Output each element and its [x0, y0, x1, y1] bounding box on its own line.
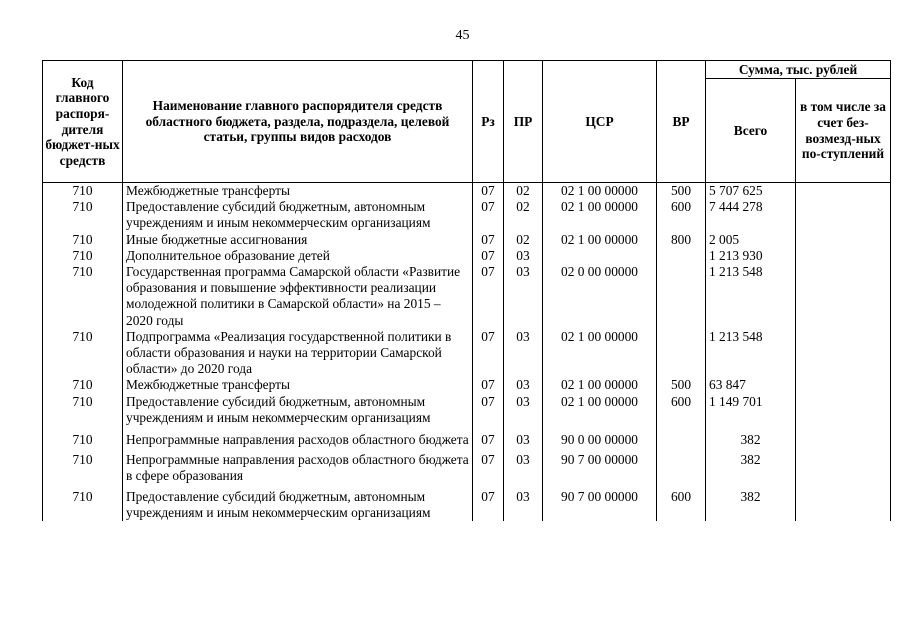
cell-total: 1 213 548: [706, 329, 796, 378]
cell-vr: 600: [657, 199, 706, 231]
cell-code: 710: [43, 329, 123, 378]
header-total: Всего: [706, 79, 796, 183]
cell-csr: 90 0 00 00000: [543, 426, 657, 448]
cell-total: 2 005: [706, 232, 796, 248]
cell-code: 710: [43, 394, 123, 426]
cell-pr: 03: [504, 426, 543, 448]
cell-free: [796, 448, 891, 484]
cell-vr: 500: [657, 377, 706, 393]
cell-name: Непрограммные направления расходов областного бюджета: [123, 426, 473, 448]
table-row: [43, 232, 891, 248]
table-row: [43, 426, 891, 448]
cell-pr: 02: [504, 183, 543, 200]
cell-total: 7 444 278: [706, 199, 796, 231]
header-pr: ПР: [504, 61, 543, 183]
cell-csr: 02 1 00 00000: [543, 183, 657, 200]
cell-name: Предоставление субсидий бюджетным, автономным учреждениям и иным некоммерческим организациям: [123, 394, 473, 426]
header-free: в том числе за счет без-возмезд-ных по-ступлений: [796, 79, 891, 183]
cell-code: 710: [43, 183, 123, 200]
cell-free: [796, 199, 891, 231]
cell-vr: 600: [657, 485, 706, 521]
cell-vr: [657, 248, 706, 264]
cell-pr: 03: [504, 377, 543, 393]
cell-code: 710: [43, 199, 123, 231]
header-vr: ВР: [657, 61, 706, 183]
cell-free: [796, 264, 891, 329]
cell-total: 1 213 930: [706, 248, 796, 264]
cell-csr: 02 1 00 00000: [543, 394, 657, 426]
cell-name: Иные бюджетные ассигнования: [123, 232, 473, 248]
cell-free: [796, 183, 891, 200]
cell-name: Межбюджетные трансферты: [123, 377, 473, 393]
cell-total: 382: [706, 426, 796, 448]
cell-rz: 07: [473, 199, 504, 231]
cell-rz: 07: [473, 377, 504, 393]
cell-free: [796, 329, 891, 378]
cell-csr: 90 7 00 00000: [543, 448, 657, 484]
cell-total: 382: [706, 485, 796, 521]
table-row: [43, 199, 891, 231]
cell-csr: [543, 248, 657, 264]
cell-name: Дополнительное образование детей: [123, 248, 473, 264]
cell-csr: 90 7 00 00000: [543, 485, 657, 521]
cell-pr: 02: [504, 232, 543, 248]
cell-vr: 500: [657, 183, 706, 200]
cell-total: 63 847: [706, 377, 796, 393]
cell-free: [796, 394, 891, 426]
table-row: [43, 377, 891, 393]
cell-free: [796, 232, 891, 248]
header-csr: ЦСР: [543, 61, 657, 183]
cell-csr: 02 1 00 00000: [543, 377, 657, 393]
cell-csr: 02 1 00 00000: [543, 199, 657, 231]
cell-code: 710: [43, 264, 123, 329]
cell-name: Предоставление субсидий бюджетным, автономным учреждениям и иным некоммерческим организациям: [123, 485, 473, 521]
header-name: Наименование главного распорядителя средств областного бюджета, раздела, подраздела, целевой статьи, группы видов расходов: [123, 61, 473, 183]
cell-free: [796, 426, 891, 448]
cell-pr: 03: [504, 448, 543, 484]
cell-vr: [657, 329, 706, 378]
cell-rz: 07: [473, 426, 504, 448]
cell-csr: 02 1 00 00000: [543, 232, 657, 248]
cell-pr: 02: [504, 199, 543, 231]
cell-vr: [657, 264, 706, 329]
table-row: [43, 248, 891, 264]
cell-vr: [657, 448, 706, 484]
cell-vr: 800: [657, 232, 706, 248]
cell-code: 710: [43, 485, 123, 521]
table-row: [43, 394, 891, 426]
cell-rz: 07: [473, 183, 504, 200]
cell-total: 5 707 625: [706, 183, 796, 200]
page-number: 45: [455, 28, 470, 43]
cell-free: [796, 377, 891, 393]
cell-pr: 03: [504, 394, 543, 426]
cell-rz: 07: [473, 485, 504, 521]
cell-rz: 07: [473, 394, 504, 426]
cell-rz: 07: [473, 448, 504, 484]
cell-pr: 03: [504, 248, 543, 264]
table-row: [43, 485, 891, 521]
cell-total: 1 213 548: [706, 264, 796, 329]
table-row: [43, 264, 891, 329]
table-row: [43, 183, 891, 200]
table-row: [43, 329, 891, 378]
cell-code: 710: [43, 377, 123, 393]
cell-pr: 03: [504, 264, 543, 329]
cell-total: 382: [706, 448, 796, 484]
cell-name: Подпрограмма «Реализация государственной политики в области образования и науки на территории Самарской области» до 2020 года: [123, 329, 473, 378]
cell-free: [796, 485, 891, 521]
cell-code: 710: [43, 448, 123, 484]
header-code: Код главного распоря-дителя бюджет-ных средств: [43, 61, 123, 183]
cell-code: 710: [43, 232, 123, 248]
cell-vr: 600: [657, 394, 706, 426]
cell-total: 1 149 701: [706, 394, 796, 426]
budget-table: [42, 60, 891, 521]
header-sum-group: Сумма, тыс. рублей: [706, 61, 891, 79]
table-row: [43, 448, 891, 484]
cell-name: Предоставление субсидий бюджетным, автономным учреждениям и иным некоммерческим организациям: [123, 199, 473, 231]
cell-csr: 02 1 00 00000: [543, 329, 657, 378]
cell-free: [796, 248, 891, 264]
table-header: [43, 61, 891, 183]
cell-vr: [657, 426, 706, 448]
cell-code: 710: [43, 248, 123, 264]
cell-rz: 07: [473, 248, 504, 264]
cell-code: 710: [43, 426, 123, 448]
header-rz: Рз: [473, 61, 504, 183]
cell-csr: 02 0 00 00000: [543, 264, 657, 329]
cell-pr: 03: [504, 485, 543, 521]
cell-name: Непрограммные направления расходов областного бюджета в сфере образования: [123, 448, 473, 484]
cell-rz: 07: [473, 232, 504, 248]
cell-pr: 03: [504, 329, 543, 378]
cell-rz: 07: [473, 329, 504, 378]
table-body: [43, 183, 891, 522]
cell-rz: 07: [473, 264, 504, 329]
cell-name: Межбюджетные трансферты: [123, 183, 473, 200]
cell-name: Государственная программа Самарской области «Развитие образования и повышение эффективности реализации молодежной политики в Самарской области» на 2015 – 2020 годы: [123, 264, 473, 329]
